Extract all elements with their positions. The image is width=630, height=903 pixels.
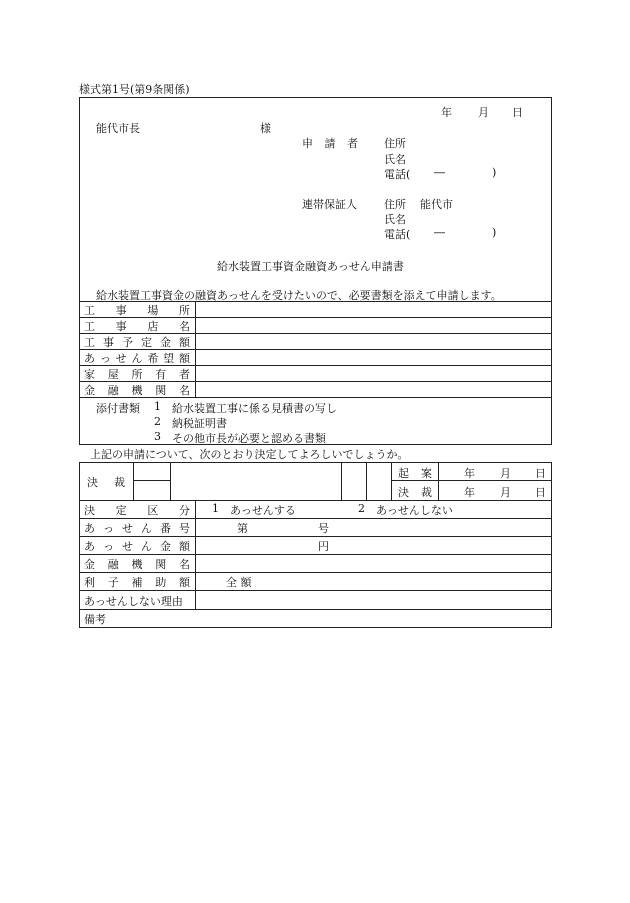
applicant-role: 申 請 者 [302,137,358,150]
field-requested-amount: あ っ せ ん 希 望 額 [84,352,190,365]
field-bank-name: 金 融 機 関 名 [84,384,190,397]
remarks-label: 備考 [84,613,106,626]
drafted-month: 月 [500,467,511,480]
refusal-reason-label: あっせんしない理由 [84,595,183,608]
guarantor-address-label: 住所 [384,198,406,211]
guarantor-phone-label: 電話( [384,228,411,241]
applicant-address-label: 住所 [384,137,406,150]
number-suffix: 号 [318,522,329,535]
guarantor-address-value: 能代市 [420,198,453,211]
field-construction-site: 工 事 場 所 [84,304,190,317]
drafted-day: 日 [535,467,546,480]
attachment-3-num: 3 [154,430,161,443]
document-title: 給水装置工事資金融資あっせん申請書 [217,260,404,273]
field-contractor-name: 工 事 店 名 [84,320,190,333]
field-house-owner: 家 屋 所 有 者 [84,368,190,381]
date-day: 日 [512,106,523,119]
mediation-number-label: あ っ せ ん 番 号 [84,522,190,535]
form-label: 様式第1号(第9条関係) [79,83,190,96]
addressee-name: 能代市長 [96,122,140,135]
applicant-name-label: 氏名 [384,153,406,166]
approved-month: 月 [500,486,511,499]
mediation-amount-label: あ っ せ ん 金 額 [84,540,190,553]
attachment-2-text: 納税証明書 [172,417,227,430]
guarantor-name-label: 氏名 [384,213,406,226]
guarantor-phone-close: ) [492,226,497,239]
option-1-text: あっせんする [230,504,296,517]
addressee-honorific: 様 [260,122,271,135]
applicant-phone-dash: ― [434,166,445,179]
approved-day: 日 [535,486,546,499]
approval-label: 決 裁 [87,476,125,489]
attachment-2-num: 2 [154,415,161,428]
applicant-phone-label: 電話( [384,168,411,181]
subsidy-value: 全 額 [226,576,252,589]
amount-unit: 円 [318,540,329,553]
guarantor-role: 連帯保証人 [302,198,357,211]
intro-text: 給水装置工事資金の融資あっせんを受けたいので、必要書類を添えて申請します。 [96,289,502,302]
option-2-num: 2 [358,502,365,515]
guarantor-phone-dash: ― [434,226,445,239]
decision-intro: 上記の申請について、次のとおり決定してよろしいでしょうか。 [90,448,409,461]
date-year: 年 [441,106,452,119]
approved-label: 決 裁 [398,486,432,499]
applicant-phone-close: ) [492,166,497,179]
attachment-1-text: 給水装置工事に係る見積書の写し [172,402,337,415]
decision-bank-label: 金 融 機 関 名 [84,558,190,571]
option-2-text: あっせんしない [376,504,453,517]
attachment-1-num: 1 [154,400,161,413]
drafted-label: 起 案 [398,467,432,480]
option-1-num: 1 [212,502,219,515]
approved-year: 年 [464,486,475,499]
date-month: 月 [478,106,489,119]
number-prefix: 第 [237,522,248,535]
decision-category-label: 決 定 区 分 [84,504,190,517]
attachment-3-text: その他市長が必要と認める書類 [172,432,326,445]
field-estimated-cost: 工 事 予 定 金 額 [84,336,190,349]
drafted-year: 年 [464,467,475,480]
attachments-label: 添付書類 [96,402,140,415]
interest-subsidy-label: 利 子 補 助 額 [84,576,190,589]
